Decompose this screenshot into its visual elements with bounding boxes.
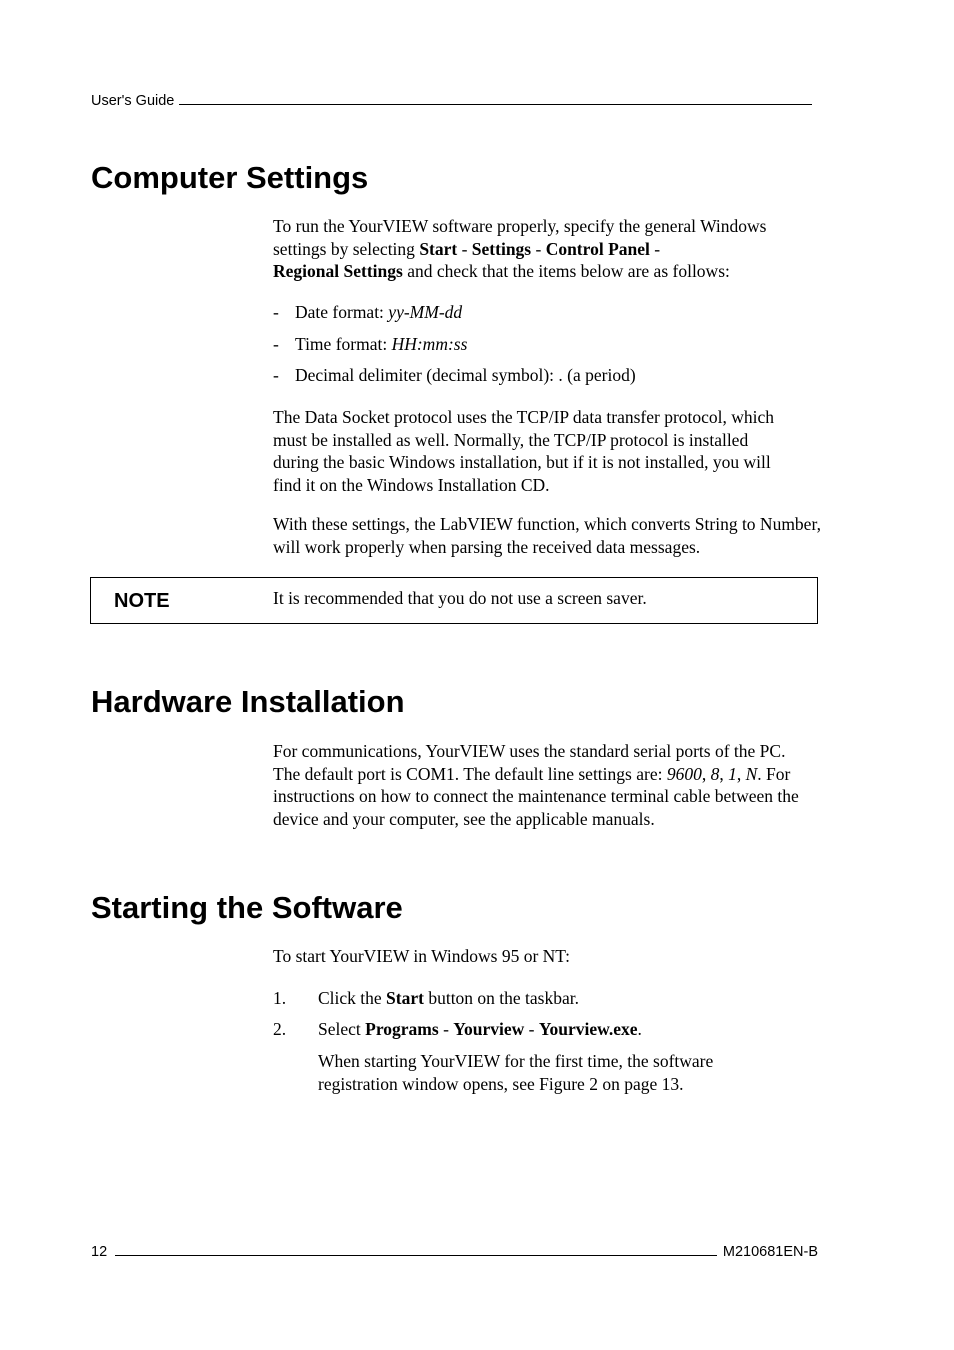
header-title: User's Guide [91, 93, 175, 109]
paragraph-step-2-note: When starting YourVIEW for the first time, the software registration window opens, see Figure 2 on page 13. [318, 1051, 714, 1094]
paragraph-hardware: For communications, YourVIEW uses the standard serial ports of the PC. The default port is COM1. The default line settings are: 9600, 8, 1, N. For instructions on how to connect the maintenance terminal cable between the device and your computer, see the applicable manuals. [273, 741, 799, 829]
list-item-date-format: - Date format: yy-MM-dd [273, 302, 463, 322]
list-item-decimal-delimiter: - Decimal delimiter (decimal symbol): . (a period) [273, 365, 636, 385]
paragraph-starting-intro: To start YourVIEW in Windows 95 or NT: [273, 946, 570, 966]
page-footer [91, 1241, 818, 1261]
heading-hardware-installation: Hardware Installation [91, 684, 405, 719]
footer-page-number: 12 [91, 1244, 108, 1260]
note-label: NOTE [114, 590, 170, 612]
note-text: It is recommended that you do not use a screen saver. [273, 588, 647, 608]
page-header [91, 90, 814, 110]
footer-doc-code: M210681EN-B [722, 1244, 818, 1260]
heading-computer-settings: Computer Settings [91, 160, 369, 195]
heading-starting-software: Starting the Software [91, 890, 403, 925]
paragraph-labview: With these settings, the LabVIEW function, which converts String to Number, will work properly when parsing the received data messages. [273, 514, 821, 557]
list-item-time-format: - Time format: HH:mm:ss [273, 334, 468, 354]
list-item-step-2: 2. Select Programs - Yourview - Yourview.exe. [273, 1019, 642, 1039]
paragraph-tcpip: The Data Socket protocol uses the TCP/IP data transfer protocol, which must be installed as well. Normally, the TCP/IP protocol is installed during the basic Windows installation, but if it is not installed, you will find it on the Windows Installation CD. [273, 407, 775, 495]
list-item-step-1: 1. Click the Start button on the taskbar. [273, 988, 580, 1008]
computer-settings-intro: To run the YourVIEW software properly, specify the general Windows settings by selecting Start - Settings - Control Panel - Regional Settings and check that the items below are as follows: [273, 216, 767, 281]
footer-rule [115, 1241, 717, 1256]
header-rule [179, 90, 812, 105]
note-box [90, 577, 818, 624]
